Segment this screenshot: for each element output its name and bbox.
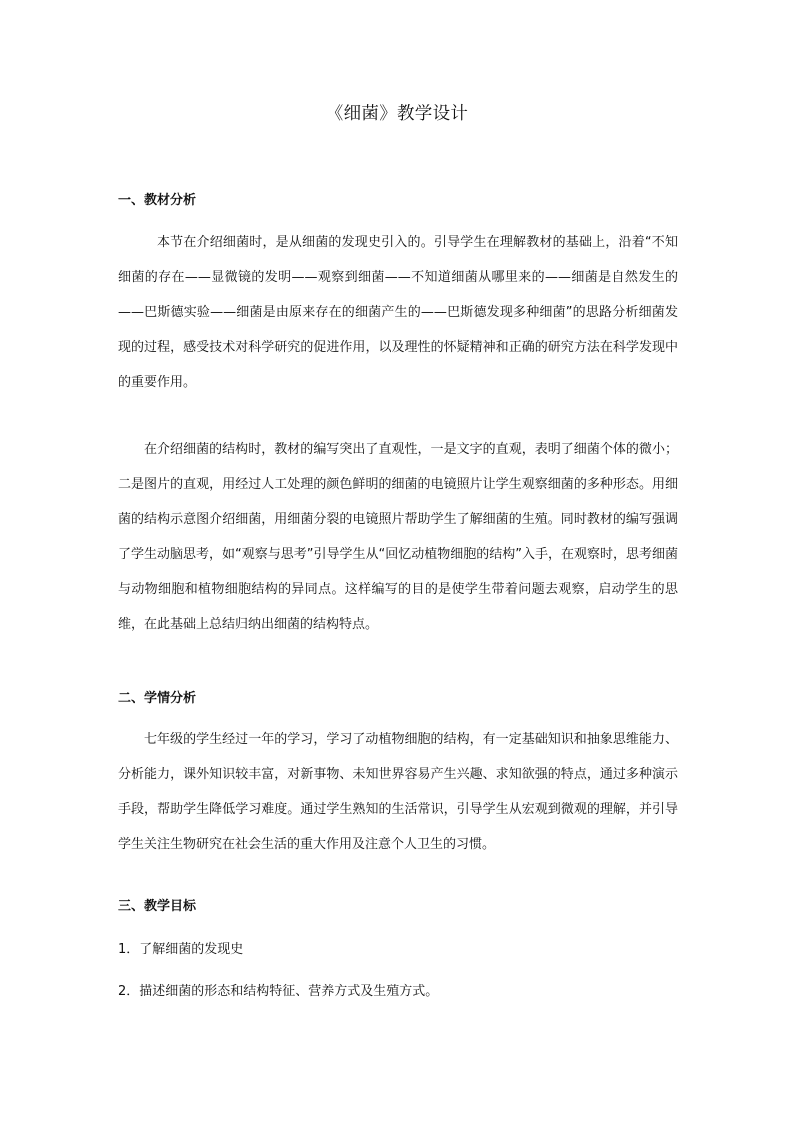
paragraph-textbook-analysis-1: 本节在介绍细菌时，是从细菌的发现史引入的。引导学生在理解教材的基础上，沿着“不知细菌的存在——显微镜的发明——观察到细菌——不知道细菌从哪里来的——细菌是自然发生的——巴斯德实验——细菌是由原来存在的细菌产生的——巴斯德发现多种细菌”的思路分析细菌发现的过程，感受技术对科学研究的促进作用，以及理性的怀疑精神和正确的研究方法在科学发现中的重要作用。: [118, 235, 678, 390]
document-title: 《细菌》教学设计: [325, 104, 469, 124]
paragraph-textbook-analysis-2: 在介绍细菌的结构时，教材的编写突出了直观性，一是文字的直观，表明了细菌个体的微小；二是图片的直观，用经过人工处理的颜色鲜明的细菌的电镜照片让学生观察细菌的多种形态。用细菌的结构示意图介绍细菌，用细菌分裂的电镜照片帮助学生了解细菌的生殖。同时教材的编写强调了学生动脑思考，如“观察与思考”引导学生从“回忆动植物细胞的结构”入手，在观察时，思考细菌与动物细胞和植物细胞结构的异同点。这样编写的目的是使学生带着问题去观察，启动学生的思维，在此基础上总结归纳出细菌的结构特点。: [118, 442, 678, 632]
section-heading-teaching-goals: 三、教学目标: [118, 899, 197, 914]
list-item-goal-2: 2．描述细菌的形态和结构特征、营养方式及生殖方式。: [118, 984, 439, 999]
section-heading-student-analysis: 二、学情分析: [118, 691, 197, 706]
paragraph-student-analysis: 七年级的学生经过一年的学习，学习了动植物细胞的结构，有一定基础知识和抽象思维能力、分析能力，课外知识较丰富，对新事物、未知世界容易产生兴趣、求知欲强的特点，通过多种演示手段，帮助学生降低学习难度。通过学生熟知的生活常识，引导学生从宏观到微观的理解，并引导学生关注生物研究在社会生活的重大作用及注意个人卫生的习惯。: [118, 732, 678, 852]
list-item-goal-1: 1．了解细菌的发现史: [118, 942, 244, 957]
section-heading-textbook-analysis: 一、教材分析: [118, 193, 197, 208]
